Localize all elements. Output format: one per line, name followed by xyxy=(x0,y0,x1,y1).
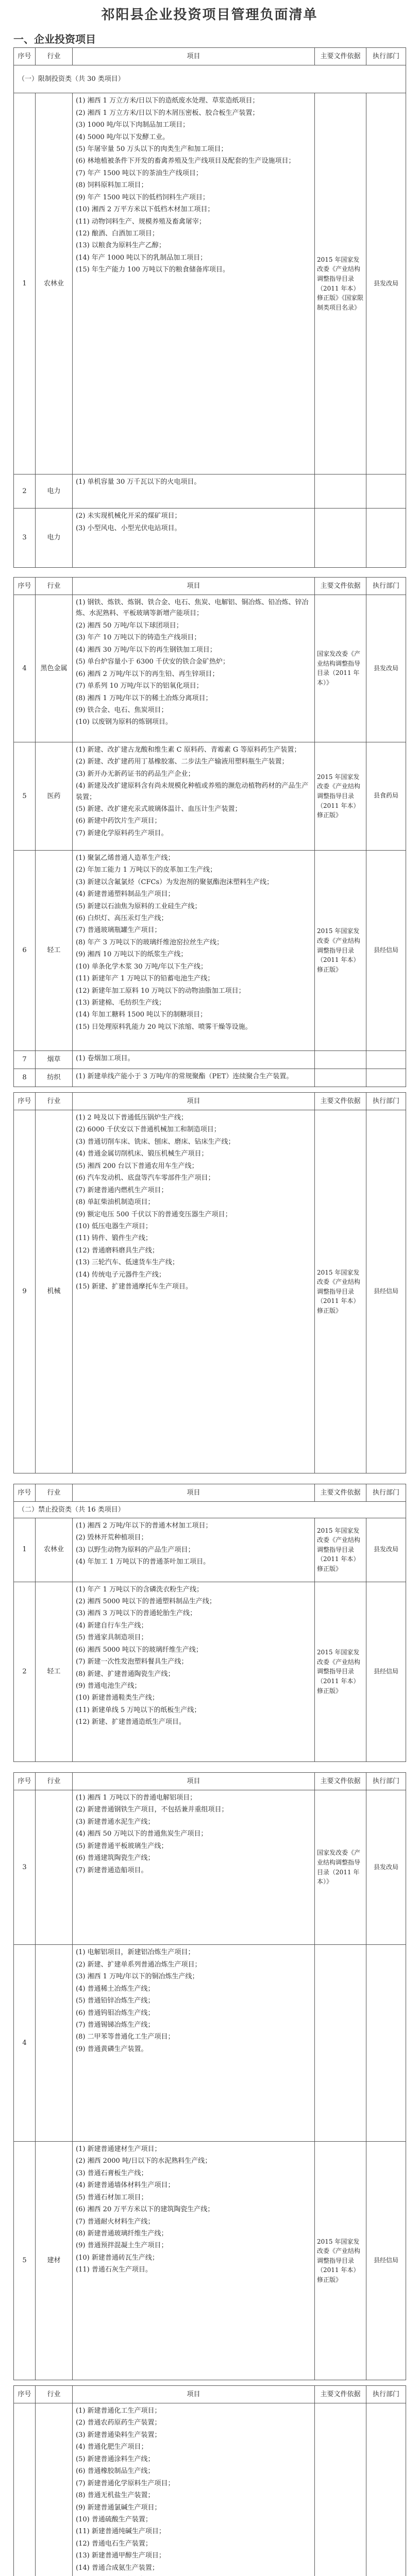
project-item: (6) 汽车发动机、底盘等汽车零部件生产项目； xyxy=(76,1174,215,1182)
row-number: 9 xyxy=(14,1110,36,1473)
row-items xyxy=(73,1518,315,1582)
row-industry: 电力 xyxy=(36,509,73,568)
row-basis: 国家发改委《产业结构调整指导目录（2011 年本）》 xyxy=(315,595,366,742)
table-header-row xyxy=(14,1773,406,1790)
project-item: (15) 日处理原料乳能力 20 吨以下浓缩、喷雾干燥等设施。 xyxy=(76,1023,252,1031)
project-item: (1) 湘西 1 万立方米/日以下的造纸废水处理、草浆造纸项目； xyxy=(76,97,259,105)
row-basis xyxy=(315,509,366,568)
row-items xyxy=(73,474,315,509)
row-number: 7 xyxy=(14,1050,36,1069)
project-item: (2) 湘西 1 万立方米/日以下的木屑压密板、胶合板生产装置； xyxy=(76,109,259,117)
project-item: (4) 年加工 1 万吨以下的普通茶叶加工项目。 xyxy=(76,1558,210,1566)
project-item: (11) 新建年产 1 万吨以下的铅蓄电池生产线； xyxy=(76,975,214,983)
row-industry: 医药 xyxy=(36,742,73,850)
project-item: (4) 湘西 30 万吨/年以下的再生钢铁加工项目； xyxy=(76,646,216,654)
row-items xyxy=(73,509,315,568)
project-item: (1) 电解铝项目，新建铝冶炼生产项目； xyxy=(76,1948,195,1957)
project-item: (10) 低压电器生产项目； xyxy=(76,1222,152,1230)
table-row xyxy=(14,742,406,850)
row-basis: 2015 年国家发改委《产业结构调整指导目录（2011 年本）修正版》 xyxy=(315,1582,366,1761)
project-item: (5) 年屠宰量 50 万头以下的肉类生产和加工项目； xyxy=(76,145,228,153)
header-basis: 主要文件依据 xyxy=(315,2386,366,2403)
project-item: (11) 新建普通纯碱生产项目； xyxy=(76,2528,165,2536)
row-basis xyxy=(315,474,366,509)
header-items: 项目 xyxy=(73,1484,315,1502)
project-item: (7) 普通玻璃瓶罐生产项目； xyxy=(76,926,161,935)
row-basis xyxy=(315,1050,366,1069)
project-item: (6) 新建中药饮片生产项目； xyxy=(76,817,161,825)
project-item: (3) 小型风电、小型光伏电站项目。 xyxy=(76,524,181,532)
row-basis xyxy=(315,2403,366,2576)
header-no: 序号 xyxy=(14,578,36,595)
header-remark: 执行部门 xyxy=(366,48,406,65)
project-item: (7) 新建普通造船项目。 xyxy=(76,1866,148,1874)
project-item: (9) 新建普通氯碱生产项目； xyxy=(76,2503,161,2512)
row-items xyxy=(73,1069,315,1087)
project-item: (7) 普通耐火材料生产线； xyxy=(76,2217,155,2226)
project-item: (13) 三轮汽车、低速货车生产线； xyxy=(76,1259,179,1267)
project-item: (2) 年加工能力 1 万吨以下的皮革加工生产线； xyxy=(76,866,217,874)
project-item: (7) 新建一次性发泡塑料餐具生产线； xyxy=(76,1658,188,1666)
project-item: (1) 湘西 1 万吨以下的普通电解铝项目； xyxy=(76,1794,197,1802)
row-industry: 建材 xyxy=(36,2141,73,2380)
row-number: 2 xyxy=(14,1582,36,1761)
project-item: (4) 新建自行车生产线； xyxy=(76,1621,148,1630)
header-remark: 执行部门 xyxy=(366,1093,406,1110)
project-item: (4) 湘西 50 万吨以下的普通焦炭生产项目； xyxy=(76,1830,208,1838)
project-item: (3) 年产 10 万吨以下的铸造生产线项目； xyxy=(76,634,201,642)
row-number: 4 xyxy=(14,595,36,742)
row-industry: 纺织 xyxy=(36,1069,73,1087)
project-item: (10) 以废钢为原料的炼钢项目。 xyxy=(76,718,172,726)
row-basis xyxy=(315,1069,366,1087)
table-row xyxy=(14,93,406,474)
table-row xyxy=(14,2403,406,2576)
project-item: (6) 林地植被条件下开发的畜禽养殖及生产线项目及配套的生产设施项目； xyxy=(76,157,295,165)
project-item: (11) 动物饲料生产、规模养殖及畜禽屠宰； xyxy=(76,217,206,226)
row-department: 县经信局 xyxy=(366,1582,406,1761)
row-department: 县经信局 xyxy=(366,2141,406,2380)
row-number: 3 xyxy=(14,1790,36,1945)
table-header-row xyxy=(14,48,406,65)
project-item: (12) 新建、扩建普通造纸生产项目。 xyxy=(76,1718,186,1726)
project-item: (9) 普通预拌混凝土生产项目； xyxy=(76,2242,168,2250)
project-item: (13) 新建普通甲醇生产项目； xyxy=(76,2552,165,2560)
table-row xyxy=(14,1945,406,2142)
table-row xyxy=(14,1790,406,1945)
project-item: (5) 普通铅锌冶炼生产线； xyxy=(76,1997,155,2005)
header-items: 项目 xyxy=(73,2386,315,2403)
project-item: (10) 湘西 2 万平方米以下低档木材加工项目； xyxy=(76,206,214,214)
header-industry: 行业 xyxy=(36,2386,73,2403)
project-item: (5) 普通石材加工项目； xyxy=(76,2193,148,2201)
project-item: (7) 新建普通内燃机生产项目； xyxy=(76,1186,168,1194)
project-item: (8) 单缸柴油机制造项目； xyxy=(76,1198,155,1207)
project-item: (4) 5000 吨/年以下发酵工业。 xyxy=(76,133,170,141)
header-no: 序号 xyxy=(14,1484,36,1502)
table-row xyxy=(14,1518,406,1582)
project-item: (1) 新建普通化工生产项目； xyxy=(76,2407,161,2415)
row-items xyxy=(73,1945,315,2142)
project-item: (3) 普通切削车床、铣床、刨床、磨床、钻床生产线； xyxy=(76,1138,235,1146)
table-row xyxy=(14,1050,406,1069)
project-item: (9) 年产 1500 吨以下的低档饲料生产项目； xyxy=(76,193,209,201)
row-industry: 轻工 xyxy=(36,850,73,1050)
project-item: (3) 新开办无新药证书的药品生产企业； xyxy=(76,770,195,778)
project-item: (6) 湘西 5000 吨以下的玻璃纤维生产线； xyxy=(76,1646,203,1654)
project-item: (12) 新建年加工原料 10 万吨以下的动物油脂加工项目； xyxy=(76,987,245,995)
row-department: 县经信局 xyxy=(366,1110,406,1473)
project-item: (4) 普通化肥生产项目； xyxy=(76,2443,148,2451)
project-item: (10) 单条化学木浆 30 万吨/年以下生产线； xyxy=(76,962,208,971)
project-table xyxy=(13,1092,406,1473)
table-row xyxy=(14,1110,406,1473)
header-no: 序号 xyxy=(14,1773,36,1790)
subsection-label: （二）禁止投资类（共 16 类项目） xyxy=(14,1502,406,1518)
project-item: (1) 新建普通建材生产项目； xyxy=(76,2145,161,2153)
project-item: (9) 湘西 10 万吨以下的纸浆生产线； xyxy=(76,951,188,959)
project-item: (2) 新建、扩建单系列普通冶炼生产项目； xyxy=(76,1960,202,1969)
row-items xyxy=(73,1582,315,1761)
project-item: (11) 普通石灰生产项目。 xyxy=(76,2266,152,2274)
subsection-row xyxy=(14,1502,406,1518)
header-remark: 执行部门 xyxy=(366,2386,406,2403)
table-header-row xyxy=(14,1484,406,1502)
project-item: (10) 新建普通砖瓦生产线； xyxy=(76,2253,159,2262)
project-item: (1) 聚氯乙烯普通人造革生产线； xyxy=(76,854,175,862)
project-item: (4) 新建及改扩建原料含有尚未规模化种植或养殖的濒危动植物药材的产品生产装置； xyxy=(76,782,309,801)
project-item: (1) 单机容量 30 万千瓦以下的火电项目。 xyxy=(76,478,201,486)
project-item: (3) 普通石膏板生产线； xyxy=(76,2169,148,2177)
project-item: (8) 湘西 1 万吨/年以下的稀土冶炼分离项目； xyxy=(76,694,212,702)
project-item: (3) 以野生动物为原料的产品生产项目； xyxy=(76,1546,195,1554)
project-item: (9) 普通黄磷生产装置。 xyxy=(76,2045,148,2053)
project-item: (3) 湘西 1 万吨/年以下的铜冶炼生产线； xyxy=(76,1973,199,1981)
header-items: 项目 xyxy=(73,1773,315,1790)
table-row xyxy=(14,509,406,568)
table-row xyxy=(14,1582,406,1761)
project-item: (8) 新建普通玻璃纤维生产线； xyxy=(76,2230,168,2238)
project-item: (7) 新建普通化学原料生产项目； xyxy=(76,2479,175,2487)
row-industry: 机械 xyxy=(36,1110,73,1473)
header-remark: 执行部门 xyxy=(366,578,406,595)
project-item: (4) 普通金属切削机床、锻压机械生产项目； xyxy=(76,1150,208,1158)
table-header-row xyxy=(14,1093,406,1110)
row-department: 县发改局 xyxy=(366,595,406,742)
table-header-row xyxy=(14,578,406,595)
project-item: (2) 未实现机械化开采的煤矿项目； xyxy=(76,512,181,520)
row-industry: 轻工 xyxy=(36,1582,73,1761)
row-items xyxy=(73,93,315,474)
row-industry: 烟草 xyxy=(36,1050,73,1069)
row-items xyxy=(73,1110,315,1473)
project-item: (2) 毁林开荒种植项目； xyxy=(76,1534,148,1542)
header-basis: 主要文件依据 xyxy=(315,1484,366,1502)
row-number: 8 xyxy=(14,1069,36,1087)
project-item: (4) 新建普通墙体材料生产项目； xyxy=(76,2181,175,2190)
row-items xyxy=(73,2141,315,2380)
project-item: (13) 新建棉、毛纺织生产线； xyxy=(76,999,165,1007)
project-table xyxy=(13,1772,406,2380)
project-item: (8) 普通无机盐生产装置； xyxy=(76,2492,155,2500)
row-number: 2 xyxy=(14,474,36,509)
header-basis: 主要文件依据 xyxy=(315,1093,366,1110)
project-item: (3) 新建普通水泥生产线； xyxy=(76,1818,155,1826)
section-heading: 一、企业投资项目 xyxy=(13,33,96,45)
row-basis: 2015 年国家发改委《产业结构调整指导目录（2011 年本）修正版》 xyxy=(315,850,366,1050)
project-item: (2) 湘西 2000 吨/日以下的水泥熟料生产线； xyxy=(76,2157,212,2165)
project-item: (6) 普通建筑陶瓷生产线； xyxy=(76,1854,155,1862)
project-item: (6) 普通钨钼冶炼生产线； xyxy=(76,2009,155,2017)
project-item: (2) 新建普通钢铁生产项目，不包括兼并重组项目； xyxy=(76,1806,228,1814)
project-item: (6) 湘西 2 万吨/年以下的再生铅、再生锌项目； xyxy=(76,670,219,678)
project-item: (5) 普通家具制造项目； xyxy=(76,1634,148,1642)
project-item: (11) 新建单线 5 万吨以下的纸板生产线； xyxy=(76,1706,201,1714)
project-item: (8) 二甲苯等普通化工生产项目； xyxy=(76,2033,175,2041)
row-industry xyxy=(36,1945,73,2142)
row-items xyxy=(73,595,315,742)
row-department: 县食药局 xyxy=(366,742,406,850)
project-item: (14) 年加工糖料 1500 吨以下的制糖项目； xyxy=(76,1011,207,1019)
row-department xyxy=(366,2403,406,2576)
project-item: (9) 铁合金、电石、焦炭项目； xyxy=(76,706,168,714)
project-item: (6) 白炽灯、高压汞灯生产线； xyxy=(76,914,168,922)
project-item: (7) 年产 1500 吨以下的茶油生产线项目； xyxy=(76,169,203,177)
subsection-row xyxy=(14,65,406,93)
project-item: (4) 新建普通塑料制品生产项目； xyxy=(76,890,175,899)
project-item: (5) 新建、改扩建充汞式玻璃体温计、血压计生产装置； xyxy=(76,805,242,814)
project-item: (1) 新建、改扩建古龙酸和维生素 C 原料药、青霉素 G 等原料药生产装置； xyxy=(76,745,301,754)
table-row xyxy=(14,474,406,509)
row-basis xyxy=(315,1945,366,2142)
project-item: (12) 酿酒、白酒加工项目； xyxy=(76,230,159,238)
table-row xyxy=(14,1069,406,1087)
project-item: (8) 饲料原料加工项目； xyxy=(76,181,148,190)
row-number: 5 xyxy=(14,742,36,850)
row-department xyxy=(366,1945,406,2142)
project-item: (9) 额定电压 500 千伏以下的普通变压器生产项目； xyxy=(76,1210,232,1218)
subsection-label: （一）限制投资类（共 30 类项目） xyxy=(14,65,406,93)
project-item: (5) 新建普通平板玻璃生产线； xyxy=(76,1842,168,1850)
project-item: (15) 年生产能力 100 万吨以下的粮食储备库项目。 xyxy=(76,266,229,274)
row-number: 4 xyxy=(14,1945,36,2142)
row-industry xyxy=(36,2403,73,2576)
row-items xyxy=(73,1790,315,1945)
project-item: (1) 湘西 2 万吨/年以下的普通木材加工项目； xyxy=(76,1521,212,1530)
project-item: (5) 单台炉容量小于 6300 千伏安的铁合金矿热炉； xyxy=(76,658,229,666)
header-industry: 行业 xyxy=(36,1093,73,1110)
project-table xyxy=(13,1484,406,1762)
project-item: (2) 湘西 5000 吨以下的普通塑料制品生产线； xyxy=(76,1597,216,1605)
project-table xyxy=(13,2385,406,2576)
row-industry: 农林业 xyxy=(36,1518,73,1582)
header-remark: 执行部门 xyxy=(366,1773,406,1790)
row-items xyxy=(73,2403,315,2576)
row-number: 1 xyxy=(14,1518,36,1582)
project-item: (3) 湘西 3 万吨以下的普通轮胎生产线； xyxy=(76,1609,197,1618)
project-item: (2) 新建、改扩建药用丁基橡胶塞、二步法生产输液用塑料瓶生产装置； xyxy=(76,758,289,766)
row-number: 6 xyxy=(14,850,36,1050)
row-number: 1 xyxy=(14,93,36,474)
project-item: (14) 普通合成氨生产装置； xyxy=(76,2564,159,2572)
project-item: (12) 普通电石生产装置； xyxy=(76,2539,152,2548)
project-item: (11) 铸件、锻件生产线； xyxy=(76,1234,152,1243)
header-basis: 主要文件依据 xyxy=(315,48,366,65)
header-remark: 执行部门 xyxy=(366,1484,406,1502)
header-items: 项目 xyxy=(73,578,315,595)
project-table xyxy=(13,577,406,1087)
project-item: (5) 新建普通涂料生产线； xyxy=(76,2455,155,2463)
row-items xyxy=(73,850,315,1050)
project-item: (13) 以粮食为原料生产乙醇； xyxy=(76,242,165,250)
project-item: (4) 普通稀土冶炼生产线； xyxy=(76,1985,155,1993)
row-basis: 2015 年国家发改委《产业结构调整指导目录（2011 年本）修正版》 xyxy=(315,1518,366,1582)
project-item: (8) 新建、扩建普通陶瓷生产线； xyxy=(76,1670,175,1678)
project-item: (10) 普通硫酸生产装置； xyxy=(76,2515,152,2523)
project-item: (12) 普通磨料磨具生产线； xyxy=(76,1246,159,1255)
row-basis: 2015 年国家发改委《产业结构调整指导目录（2011 年本）修正版》 xyxy=(315,1110,366,1473)
project-item: (3) 新建普通染料生产装置； xyxy=(76,2431,161,2439)
row-number: 3 xyxy=(14,509,36,568)
row-industry: 农林业 xyxy=(36,93,73,474)
project-table xyxy=(13,47,406,568)
project-item: (14) 年产 1000 吨以下的乳制品加工项目； xyxy=(76,253,207,262)
row-industry: 电力 xyxy=(36,474,73,509)
header-industry: 行业 xyxy=(36,48,73,65)
project-item: (5) 新建以石油焦为原料的工业硅生产线； xyxy=(76,902,202,910)
row-industry: 黑色金属 xyxy=(36,595,73,742)
header-basis: 主要文件依据 xyxy=(315,578,366,595)
project-item: (2) 普通农药原药生产装置； xyxy=(76,2419,161,2427)
row-number xyxy=(14,2403,36,2576)
project-item: (2) 6000 千伏安以下普通机械加工和制造项目； xyxy=(76,1126,221,1134)
project-item: (1) 钢铁、炼铁、炼钢、铁合金、电石、焦炭、电解铝、铜冶炼、铅冶炼、锌冶炼、水泥熟料、平板玻璃等新增产能项目； xyxy=(76,599,309,618)
document-title: 祁阳县企业投资项目管理负面清单 xyxy=(101,7,318,23)
project-item: (10) 新建普通鞋类生产线； xyxy=(76,1694,159,1702)
header-no: 序号 xyxy=(14,2386,36,2403)
project-item: (1) 年产 1 万吨以下的含磷洗衣粉生产线； xyxy=(76,1585,204,1594)
header-industry: 行业 xyxy=(36,1484,73,1502)
row-items xyxy=(73,1050,315,1069)
row-department: 县经信局 xyxy=(366,850,406,1050)
table-row xyxy=(14,850,406,1050)
row-basis: 2015 年国家发改委《产业结构调整指导目录（2011 年本）修正版》 xyxy=(315,742,366,850)
row-department xyxy=(366,509,406,568)
project-item: (8) 年产 3 万吨以下的玻璃纤维池窑拉丝生产线； xyxy=(76,938,224,946)
row-department: 县发改局 xyxy=(366,1518,406,1582)
row-industry xyxy=(36,1790,73,1945)
header-basis: 主要文件依据 xyxy=(315,1773,366,1790)
header-no: 序号 xyxy=(14,48,36,65)
header-items: 项目 xyxy=(73,1093,315,1110)
row-department xyxy=(366,1069,406,1087)
row-number: 5 xyxy=(14,2141,36,2380)
project-item: (6) 湘西 20 万平方米以下的建筑陶瓷生产线； xyxy=(76,2206,214,2214)
project-item: (7) 新建化学原料药生产项目。 xyxy=(76,829,168,837)
row-department: 县发改局 xyxy=(366,1790,406,1945)
project-item: (1) 卷烟加工项目。 xyxy=(76,1054,135,1062)
table-header-row xyxy=(14,2386,406,2403)
project-item: (1) 新建单线产能小于 3 万吨/年的常规聚酯（PET）连续聚合生产装置。 xyxy=(76,1072,293,1080)
project-item: (14) 传统电子元器件生产线； xyxy=(76,1270,165,1279)
header-industry: 行业 xyxy=(36,1773,73,1790)
project-item: (3) 1000 吨/年以下肉制品加工项目； xyxy=(76,121,190,129)
project-item: (9) 普通电池生产线； xyxy=(76,1682,141,1690)
row-basis: 国家发改委《产业结构调整指导目录（2011 年本）》 xyxy=(315,1790,366,1945)
row-department: 县发改局 xyxy=(366,93,406,474)
project-item: (7) 普通锡锑冶炼生产线； xyxy=(76,2021,155,2029)
header-no: 序号 xyxy=(14,1093,36,1110)
project-item: (1) 2 吨及以下普通低压锅炉生产线； xyxy=(76,1114,188,1122)
project-item: (15) 新建、扩建普通摩托车生产项目。 xyxy=(76,1283,192,1291)
header-items: 项目 xyxy=(73,48,315,65)
project-item: (7) 单系列 10 万吨/年以下的铝氧化项目； xyxy=(76,682,203,690)
row-basis: 2015 年国家发改委《产业结构调整指导目录（2011 年本）修正版》《国家限制类项目名录》 xyxy=(315,93,366,474)
header-industry: 行业 xyxy=(36,578,73,595)
table-row xyxy=(14,595,406,742)
row-department xyxy=(366,1050,406,1069)
row-items xyxy=(73,742,315,850)
row-department xyxy=(366,474,406,509)
project-item: (5) 湘西 200 台以下普通农用车生产线； xyxy=(76,1162,198,1170)
project-item: (2) 湘西 50 万吨/年以下球团项目； xyxy=(76,621,183,630)
row-basis: 2015 年国家发改委《产业结构调整指导目录（2011 年本）修正版》 xyxy=(315,2141,366,2380)
table-row xyxy=(14,2141,406,2380)
project-item: (6) 普通橡胶制品生产线； xyxy=(76,2467,155,2476)
project-item: (3) 新建以含氟氯烃（CFCs）为发泡剂的聚氨酯泡沫塑料生产线； xyxy=(76,878,274,886)
